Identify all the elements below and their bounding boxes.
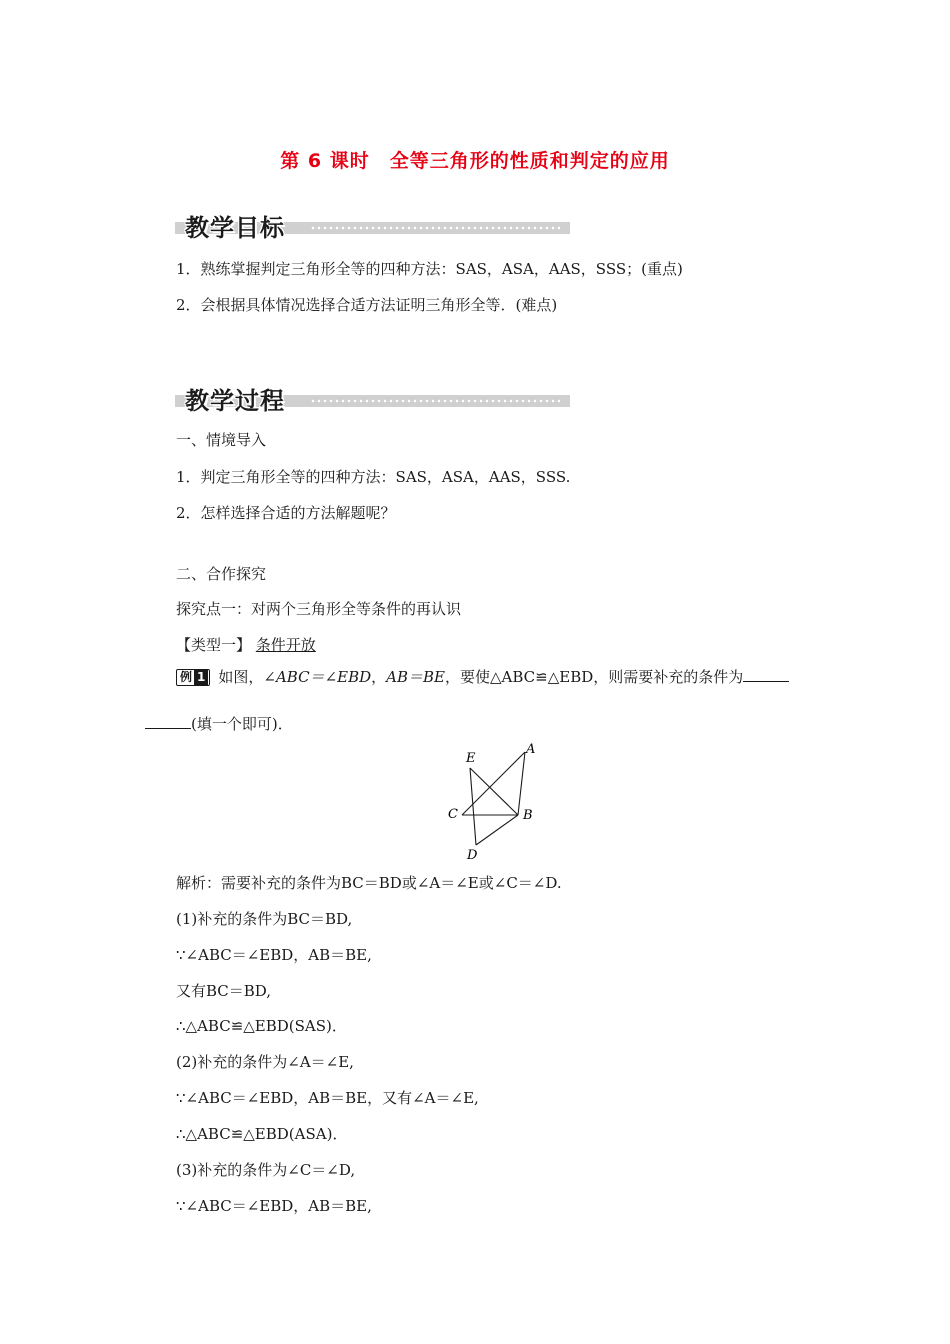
- vertex-label-e: E: [466, 751, 476, 766]
- vertex-label-d: D: [467, 848, 478, 863]
- section-banner-objectives: [175, 208, 570, 242]
- section-banner-process: [175, 381, 570, 415]
- solution-line: ∴△ABC≌△EBD(ASA)．: [176, 1125, 348, 1143]
- vertex-label-b: B: [523, 808, 533, 823]
- example-text: ，要使△ABC≌△EBD，则需要补充的条件为: [445, 668, 744, 686]
- section-heading: 教学目标: [185, 214, 285, 242]
- solution-line: ∵∠ABC＝∠EBD，AB＝BE,: [176, 1197, 372, 1215]
- solution-line: 又有BC＝BD,: [176, 982, 272, 1000]
- segment-db: [476, 815, 518, 845]
- section-heading: 教学过程: [185, 387, 285, 415]
- intro-item: 1．判定三角形全等的四种方法：SAS，ASA，AAS，SSS.: [176, 468, 571, 486]
- segment-ab: [518, 752, 525, 815]
- part-heading: 一、情境导入: [176, 431, 267, 449]
- solution-line: (1)补充的条件为BC＝BD,: [176, 910, 353, 928]
- objective-item: 1．熟练掌握判定三角形全等的四种方法：SAS，ASA，AAS，SSS；(重点): [176, 260, 683, 278]
- example-badge-text: 例: [180, 670, 193, 684]
- geometry-figure: [440, 738, 550, 868]
- intro-item: 2．怎样选择合适的方法解题呢？: [176, 504, 396, 522]
- example-separator: ，: [371, 668, 387, 686]
- explore-point: 探究点一：对两个三角形全等条件的再认识: [176, 600, 462, 618]
- answer-blank[interactable]: [145, 714, 191, 729]
- part-heading: 二、合作探究: [176, 565, 267, 583]
- segment-eb: [470, 768, 518, 815]
- vertex-label-a: A: [526, 742, 536, 757]
- solution-line: ∴△ABC≌△EBD(SAS)．: [176, 1017, 347, 1035]
- objective-item: 2．会根据具体情况选择合适方法证明三角形全等．(难点): [176, 296, 558, 314]
- example-badge: [176, 669, 210, 686]
- solution-line: ∵∠ABC＝∠EBD，AB＝BE，又有∠A＝∠E,: [176, 1089, 479, 1107]
- banner-dots: [310, 399, 560, 403]
- solution-line: (3)补充的条件为∠C＝∠D,: [176, 1161, 356, 1179]
- solution-line: ∵∠ABC＝∠EBD，AB＝BE,: [176, 946, 372, 964]
- example-badge-number: 1: [194, 670, 208, 685]
- example-text: (填一个即可)．: [191, 715, 293, 733]
- answer-blank[interactable]: [743, 667, 789, 682]
- example-statement-cont: [145, 714, 293, 734]
- type-label: 【类型一】: [176, 636, 252, 654]
- type-heading: [176, 635, 316, 655]
- solution-line: 解析：需要补充的条件为BC＝BD或∠A＝∠E或∠C＝∠D.: [176, 874, 562, 892]
- solution-line: (2)补充的条件为∠A＝∠E,: [176, 1053, 354, 1071]
- example-statement: [176, 667, 789, 687]
- example-condition: ∠ABC＝∠EBD: [263, 668, 372, 686]
- vertex-label-c: C: [448, 807, 458, 822]
- type-name: 条件开放: [255, 636, 316, 654]
- example-text: 如图，: [218, 668, 264, 686]
- page-title: 第 6 课时 全等三角形的性质和判定的应用: [280, 150, 670, 172]
- banner-dots: [310, 226, 560, 230]
- example-condition: AB＝BE: [386, 668, 445, 686]
